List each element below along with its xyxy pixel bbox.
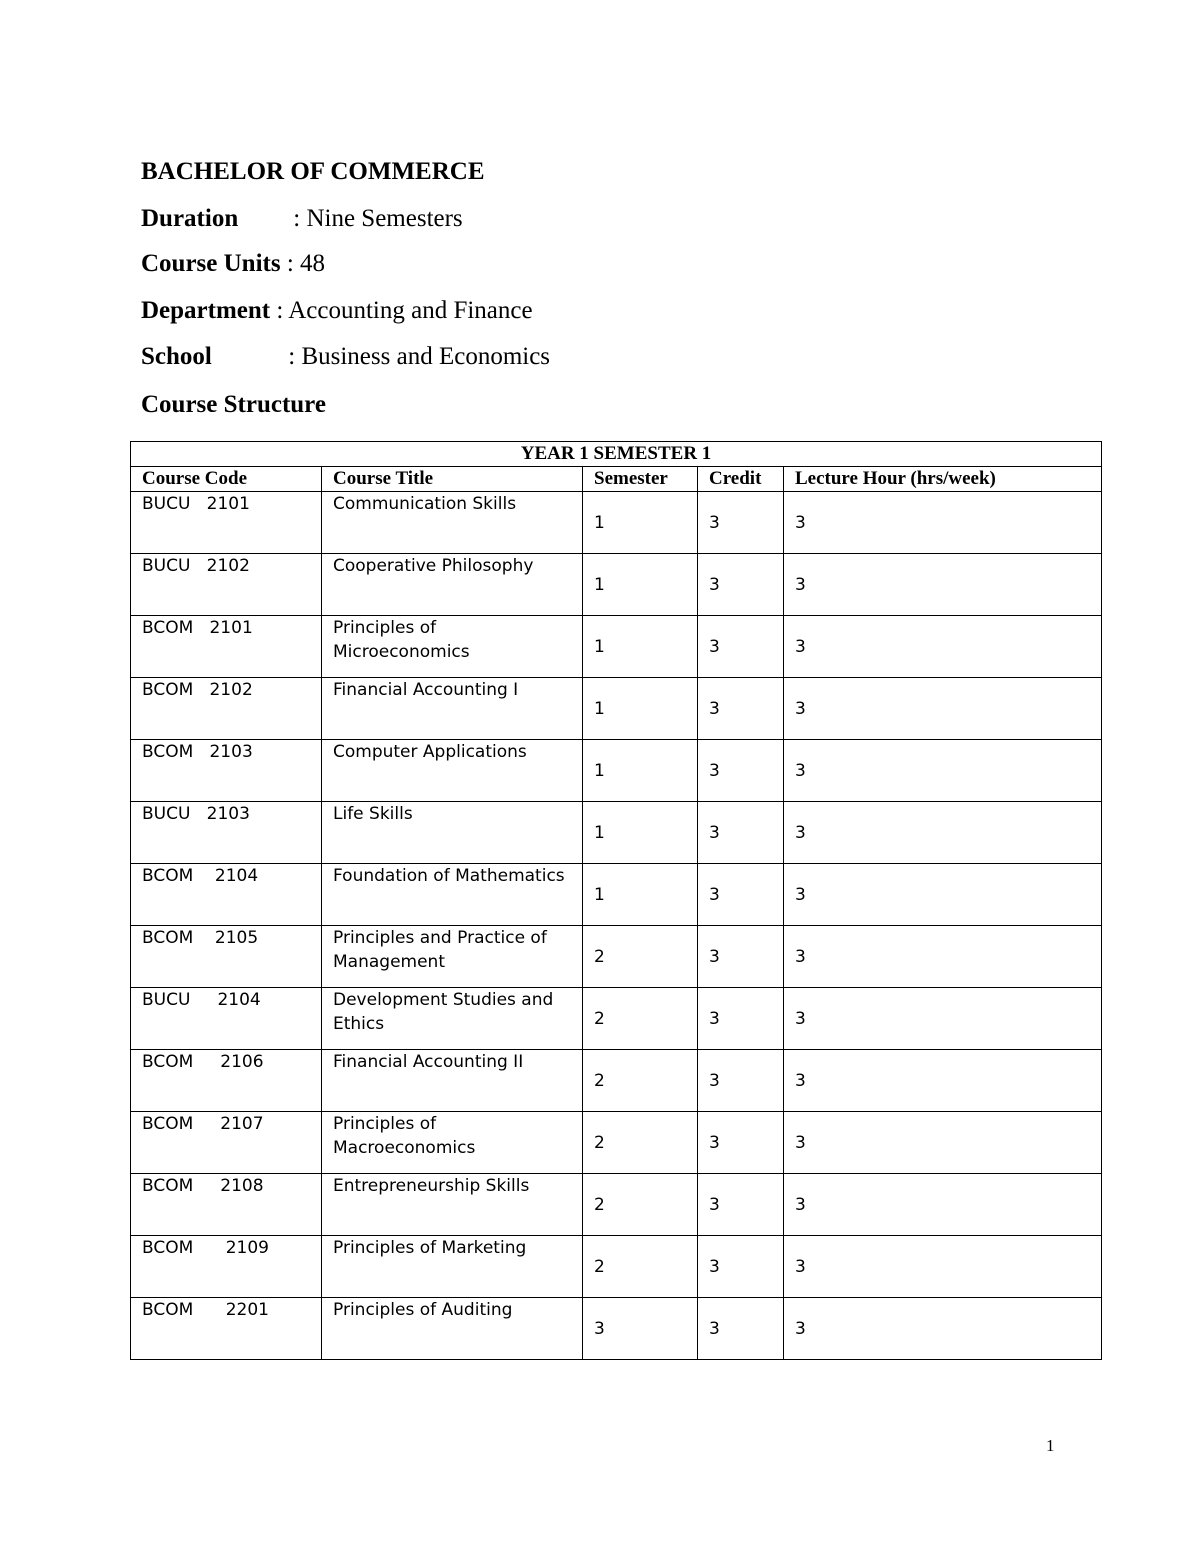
lecture-hour-cell: 3: [784, 1298, 1102, 1360]
course-code-cell: BUCU 2104: [131, 988, 322, 1050]
lecture-hour-cell: 3: [784, 802, 1102, 864]
course-code-cell: BCOM 2201: [131, 1298, 322, 1360]
credit-cell: 3: [698, 926, 784, 988]
credit-cell: 3: [698, 554, 784, 616]
course-title-cell: Communication Skills: [322, 492, 583, 554]
lecture-hour-cell: 3: [784, 554, 1102, 616]
table-row: [131, 1174, 1102, 1236]
table-caption: YEAR 1 SEMESTER 1: [131, 442, 1102, 467]
lecture-hour-cell: 3: [784, 926, 1102, 988]
semester-cell: 3: [583, 1298, 698, 1360]
table-row: [131, 988, 1102, 1050]
semester-cell: 2: [583, 1050, 698, 1112]
lecture-hour-cell: 3: [784, 1236, 1102, 1298]
course-code-cell: BUCU 2102: [131, 554, 322, 616]
course-code-cell: BCOM 2106: [131, 1050, 322, 1112]
credit-cell: 3: [698, 1298, 784, 1360]
table-row: [131, 864, 1102, 926]
school-value: : Business and Economics: [282, 343, 551, 370]
credit-cell: 3: [698, 1174, 784, 1236]
course-code-cell: BCOM 2105: [131, 926, 322, 988]
course-title-cell: Life Skills: [322, 802, 583, 864]
semester-cell: 2: [583, 1236, 698, 1298]
semester-cell: 2: [583, 1112, 698, 1174]
table-row: [131, 1298, 1102, 1360]
course-units-value: : 48: [280, 250, 326, 277]
credit-cell: 3: [698, 492, 784, 554]
semester-cell: 1: [583, 864, 698, 926]
course-title-cell: Principles of Marketing: [322, 1236, 583, 1298]
table-row: [131, 740, 1102, 802]
lecture-hour-cell: 3: [784, 1174, 1102, 1236]
table-row: [131, 926, 1102, 988]
semester-cell: 1: [583, 492, 698, 554]
lecture-hour-cell: 3: [784, 740, 1102, 802]
course-code-cell: BUCU 2103: [131, 802, 322, 864]
semester-cell: 1: [583, 554, 698, 616]
lecture-hour-cell: 3: [784, 492, 1102, 554]
course-units-label: Course Units: [141, 250, 281, 277]
course-title-cell: Principles of Microeconomics: [322, 616, 583, 678]
course-code-cell: BCOM 2103: [131, 740, 322, 802]
course-code-cell: BCOM 2102: [131, 678, 322, 740]
course-title-cell: Financial Accounting I: [322, 678, 583, 740]
credit-cell: 3: [698, 678, 784, 740]
department-row: [141, 295, 533, 327]
course-title-cell: Cooperative Philosophy: [322, 554, 583, 616]
semester-cell: 1: [583, 802, 698, 864]
credit-cell: 3: [698, 864, 784, 926]
course-title-cell: Principles and Practice of Management: [322, 926, 583, 988]
table-row: [131, 802, 1102, 864]
department-label: Department: [141, 297, 271, 324]
semester-cell: 1: [583, 616, 698, 678]
lecture-hour-cell: 3: [784, 988, 1102, 1050]
duration-row: [141, 203, 463, 235]
page-number: 1: [1046, 1436, 1055, 1455]
header-course-code: Course Code: [131, 467, 322, 492]
lecture-hour-cell: 3: [784, 864, 1102, 926]
credit-cell: 3: [698, 1112, 784, 1174]
department-value: : Accounting and Finance: [270, 297, 533, 324]
course-table: [130, 441, 1102, 1360]
table-row: [131, 678, 1102, 740]
course-code-cell: BCOM 2109: [131, 1236, 322, 1298]
table-row: [131, 1236, 1102, 1298]
course-code-cell: BCOM 2104: [131, 864, 322, 926]
course-units-row: [141, 248, 325, 280]
credit-cell: 3: [698, 802, 784, 864]
course-title-cell: Principles of Auditing: [322, 1298, 583, 1360]
course-code-cell: BUCU 2101: [131, 492, 322, 554]
header-credit: Credit: [698, 467, 784, 492]
lecture-hour-cell: 3: [784, 1112, 1102, 1174]
header-lecture-hour: Lecture Hour (hrs/week): [784, 467, 1102, 492]
credit-cell: 3: [698, 988, 784, 1050]
credit-cell: 3: [698, 740, 784, 802]
header-semester: Semester: [583, 467, 698, 492]
table-row: [131, 1112, 1102, 1174]
course-title-cell: Development Studies and Ethics: [322, 988, 583, 1050]
semester-cell: 1: [583, 740, 698, 802]
course-title-cell: Principles of Macroeconomics: [322, 1112, 583, 1174]
table-row: [131, 1050, 1102, 1112]
duration-label: Duration: [141, 205, 239, 232]
semester-cell: 1: [583, 678, 698, 740]
duration-value: : Nine Semesters: [287, 205, 463, 232]
table-row: [131, 554, 1102, 616]
table-row: [131, 616, 1102, 678]
credit-cell: 3: [698, 1050, 784, 1112]
course-title-cell: Foundation of Mathematics: [322, 864, 583, 926]
course-structure-heading: Course Structure: [141, 391, 326, 418]
semester-cell: 2: [583, 926, 698, 988]
course-code-cell: BCOM 2101: [131, 616, 322, 678]
school-label: School: [141, 343, 212, 370]
course-code-cell: BCOM 2108: [131, 1174, 322, 1236]
lecture-hour-cell: 3: [784, 678, 1102, 740]
header-course-title: Course Title: [322, 467, 583, 492]
document-title: BACHELOR OF COMMERCE: [141, 158, 485, 185]
table-row: [131, 492, 1102, 554]
credit-cell: 3: [698, 616, 784, 678]
course-title-cell: Entrepreneurship Skills: [322, 1174, 583, 1236]
semester-cell: 2: [583, 1174, 698, 1236]
lecture-hour-cell: 3: [784, 616, 1102, 678]
course-title-cell: Financial Accounting II: [322, 1050, 583, 1112]
credit-cell: 3: [698, 1236, 784, 1298]
semester-cell: 2: [583, 988, 698, 1050]
lecture-hour-cell: 3: [784, 1050, 1102, 1112]
school-row: [141, 341, 550, 373]
course-code-cell: BCOM 2107: [131, 1112, 322, 1174]
course-title-cell: Computer Applications: [322, 740, 583, 802]
